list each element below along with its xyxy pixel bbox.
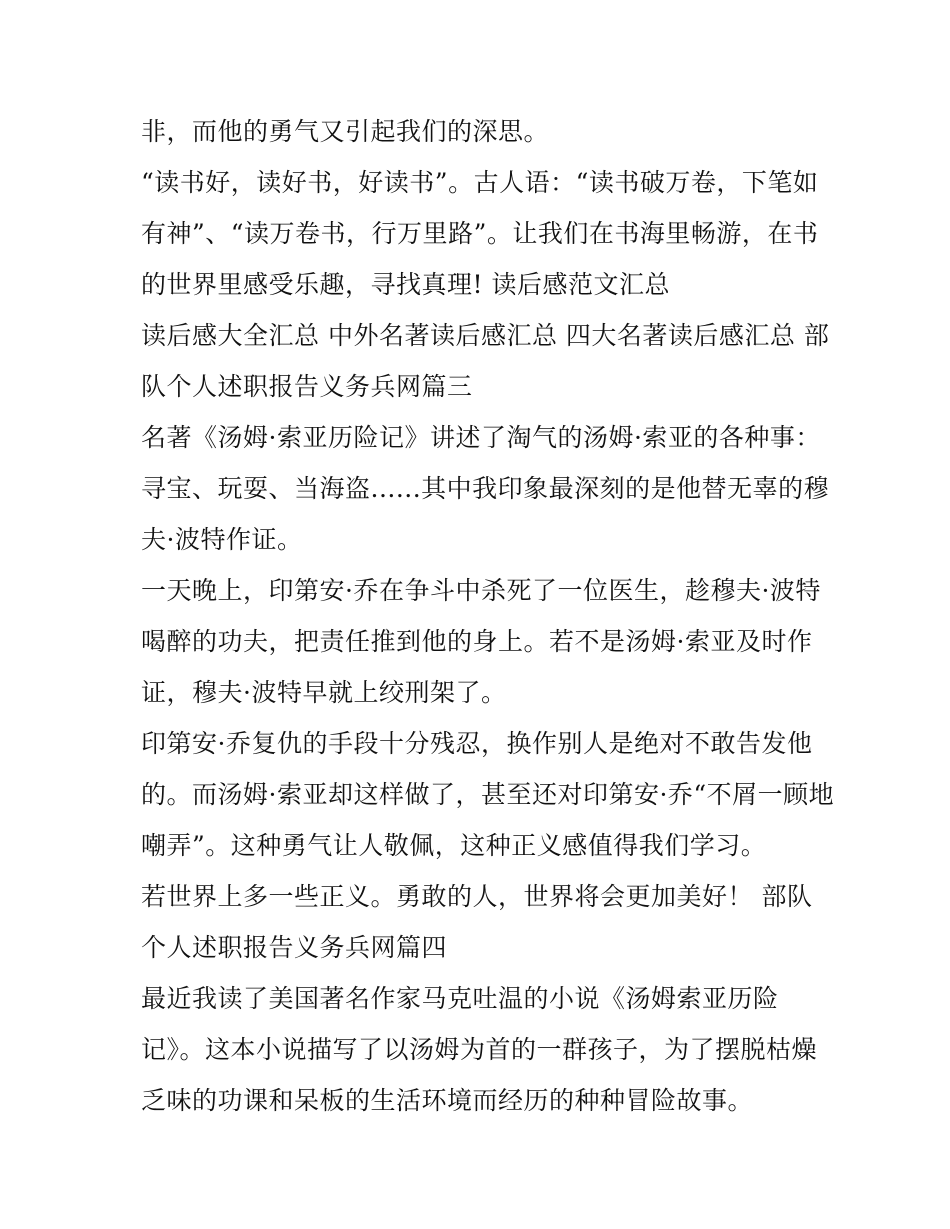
text-line: 名著《汤姆·索亚历险记》讲述了淘气的汤姆·索亚的各种事： [141,423,821,452]
text-line: 的。而汤姆·索亚却这样做了，甚至还对印第安·乔“不屑一顾地 [141,780,835,809]
text-line: 的世界里感受乐趣，寻找真理! 读后感范文汇总 [141,270,670,299]
text-line: 证，穆夫·波特早就上绞刑架了。 [141,678,507,707]
text-line: “读书好，读好书，好读书”。古人语：“读书破万卷，下笔如 [141,168,819,197]
text-line: 若世界上多一些正义。勇敢的人，世界将会更加美好！ 部队 [141,882,813,911]
text-line: 寻宝、玩耍、当海盗......其中我印象最深刻的是他替无辜的穆 [141,474,830,503]
text-line: 有神”、“读万卷书，行万里路”。让我们在书海里畅游，在书 [141,219,819,248]
text-line: 最近我读了美国著名作家马克吐温的小说《汤姆索亚历险 [141,984,779,1013]
text-line: 非，而他的勇气又引起我们的深思。 [141,117,550,146]
text-line: 印第安·乔复仇的手段十分残忍，换作别人是绝对不敢告发他 [141,729,813,758]
text-line: 嘲弄”。这种勇气让人敬佩，这种正义感值得我们学习。 [141,831,767,860]
text-line: 乏味的功课和呆板的生活环境而经历的种种冒险故事。 [141,1086,754,1115]
text-line: 一天晚上，印第安·乔在争斗中杀死了一位医生，趁穆夫·波特 [141,576,821,605]
text-line: 个人述职报告义务兵网篇四 [141,933,448,962]
text-line: 读后感大全汇总 中外名著读后感汇总 四大名著读后感汇总 部 [141,321,830,350]
document-body [141,106,835,1126]
text-line: 夫·波特作证。 [141,525,303,554]
text-line: 记》。这本小说描写了以汤姆为首的一群孩子，为了摆脱枯燥 [141,1035,818,1064]
text-line: 队个人述职报告义务兵网篇三 [141,372,473,401]
text-line: 喝醉的功夫，把责任推到他的身上。若不是汤姆·索亚及时作 [141,627,813,656]
